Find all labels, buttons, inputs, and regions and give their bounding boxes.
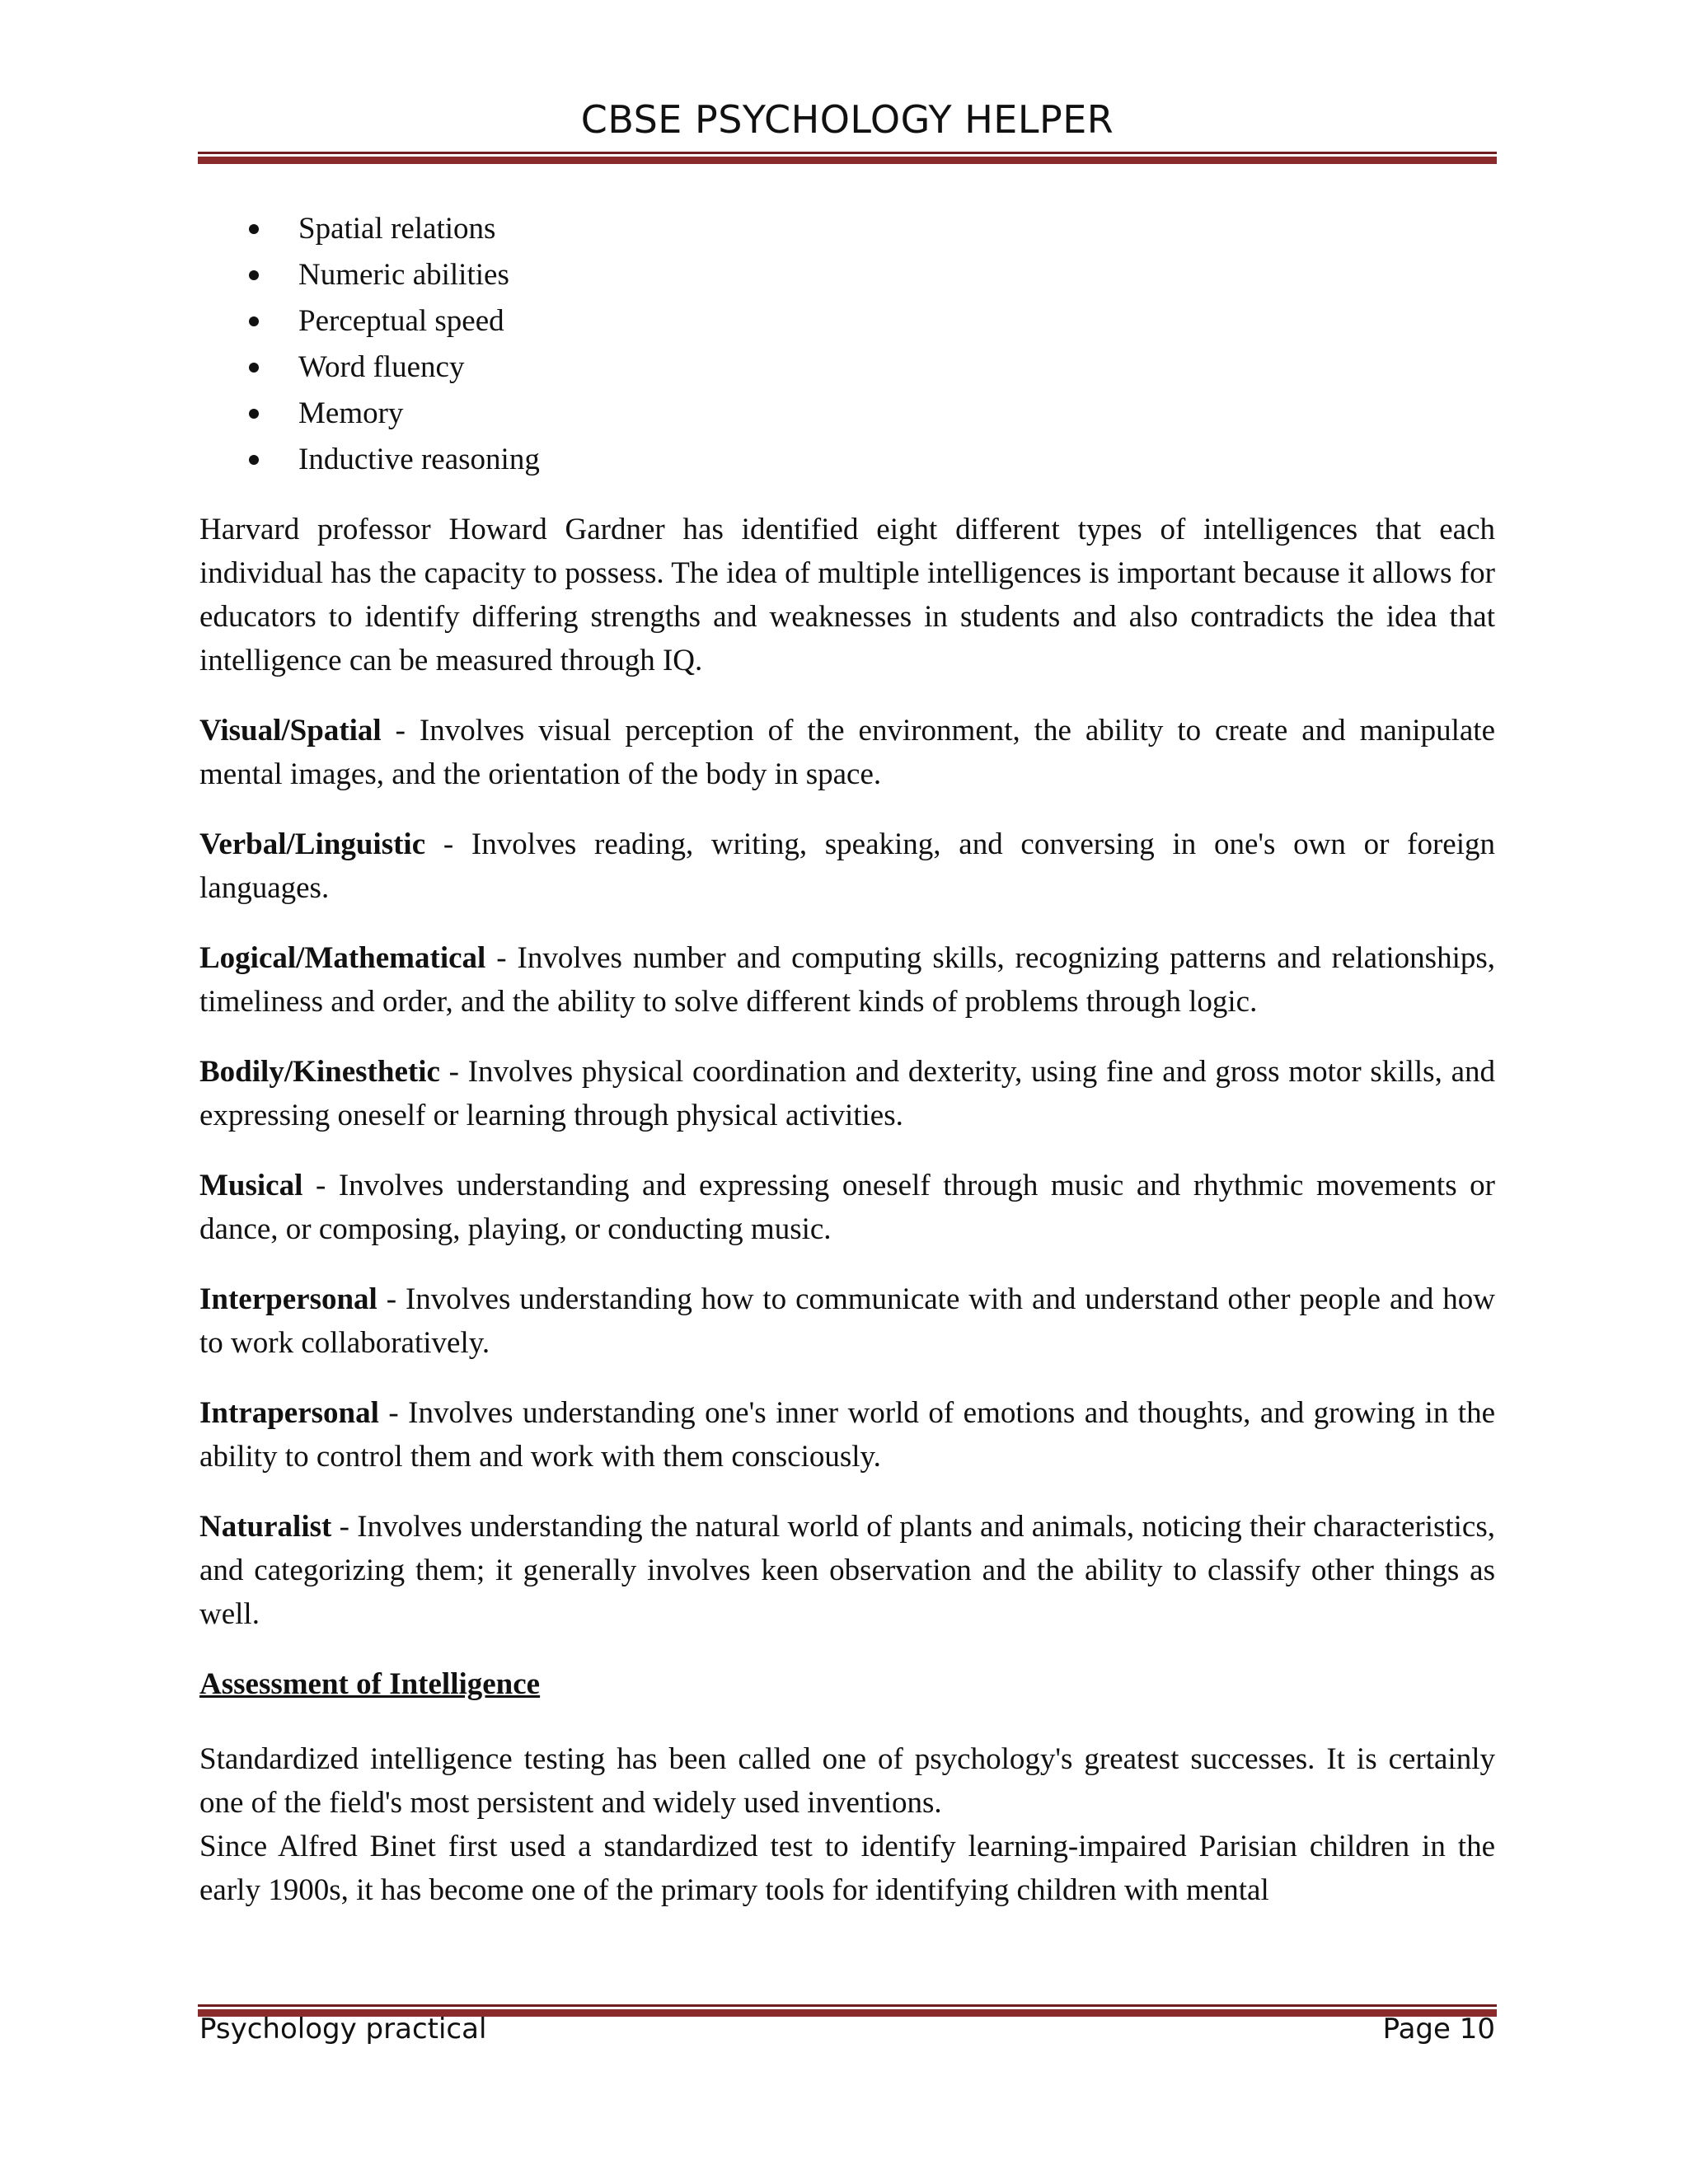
- intelligence-verbal-linguistic: Verbal/Linguistic - Involves reading, writing, speaking, and conversing in one's own or foreign languages.: [199, 827, 1495, 905]
- bullet-icon: [249, 316, 259, 326]
- term: Verbal/Linguistic: [199, 827, 426, 861]
- assessment-paragraph-1: Standardized intelligence testing has been called one of psychology's greatest successes. It is certainly one of the field's most persistent and widely used inventions.: [199, 1742, 1495, 1820]
- list-item: Numeric abilities: [199, 252, 1495, 298]
- bullet-icon: [249, 409, 259, 419]
- intelligence-naturalist: Naturalist - Involves understanding the natural world of plants and animals, noticing their characteristics, and categorizing them; it generally involves keen observation and the ability to classify other things as well.: [199, 1510, 1495, 1631]
- term: Intrapersonal: [199, 1396, 379, 1430]
- list-item: Word fluency: [199, 344, 1495, 391]
- page-body: [199, 206, 1495, 1912]
- term: Bodily/Kinesthetic: [199, 1055, 440, 1089]
- intelligence-intrapersonal: Intrapersonal - Involves understanding one's inner world of emotions and thoughts, and growing in the ability to control them and work with them consciously.: [199, 1396, 1495, 1474]
- list-item: Memory: [199, 391, 1495, 437]
- page-number: Page 10: [1382, 2013, 1495, 2046]
- term: Interpersonal: [199, 1282, 377, 1316]
- list-item: Perceptual speed: [199, 298, 1495, 344]
- bullet-icon: [249, 224, 259, 234]
- list-item: Spatial relations: [199, 206, 1495, 252]
- term: Logical/Mathematical: [199, 941, 486, 975]
- page-footer: [199, 2013, 1495, 2046]
- list-item: Inductive reasoning: [199, 437, 1495, 483]
- bullet-icon: [249, 455, 259, 465]
- bullet-icon: [249, 270, 259, 280]
- footer-left-text: Psychology practical: [199, 2013, 487, 2046]
- intelligence-bodily-kinesthetic: Bodily/Kinesthetic - Involves physical coordination and dexterity, using fine and gross motor skills, and expressing oneself or learning through physical activities.: [199, 1055, 1495, 1132]
- intelligence-visual-spatial: Visual/Spatial - Involves visual perception of the environment, the ability to create and manipulate mental images, and the orientation of the body in space.: [199, 714, 1495, 791]
- term: Musical: [199, 1169, 303, 1202]
- section-heading-assessment: Assessment of Intelligence: [199, 1667, 541, 1701]
- page-header-title: CBSE PSYCHOLOGY HELPER: [580, 97, 1114, 142]
- assessment-paragraph-2: Since Alfred Binet first used a standardized test to identify learning-impaired Parisian children in the early 1900s, it has become one of the primary tools for identifying children with mental: [199, 1830, 1495, 1907]
- bullet-icon: [249, 363, 259, 373]
- intelligence-logical-mathematical: Logical/Mathematical - Involves number and computing skills, recognizing patterns and relationships, timeliness and order, and the ability to solve different kinds of problems through logic.: [199, 941, 1495, 1019]
- intelligence-interpersonal: Interpersonal - Involves understanding how to communicate with and understand other people and how to work collaboratively.: [199, 1282, 1495, 1360]
- term: Naturalist: [199, 1510, 332, 1544]
- ability-list: [199, 206, 1495, 483]
- header-divider: [198, 152, 1497, 164]
- intelligence-musical: Musical - Involves understanding and expressing oneself through music and rhythmic movements or dance, or composing, playing, or conducting music.: [199, 1169, 1495, 1246]
- term: Visual/Spatial: [199, 714, 382, 748]
- intro-paragraph: Harvard professor Howard Gardner has identified eight different types of intelligences that each individual has the capacity to possess. The idea of multiple intelligences is important because it allows for educators to identify differing strengths and weaknesses in students and also contradicts the idea that intelligence can be measured through IQ.: [199, 513, 1495, 677]
